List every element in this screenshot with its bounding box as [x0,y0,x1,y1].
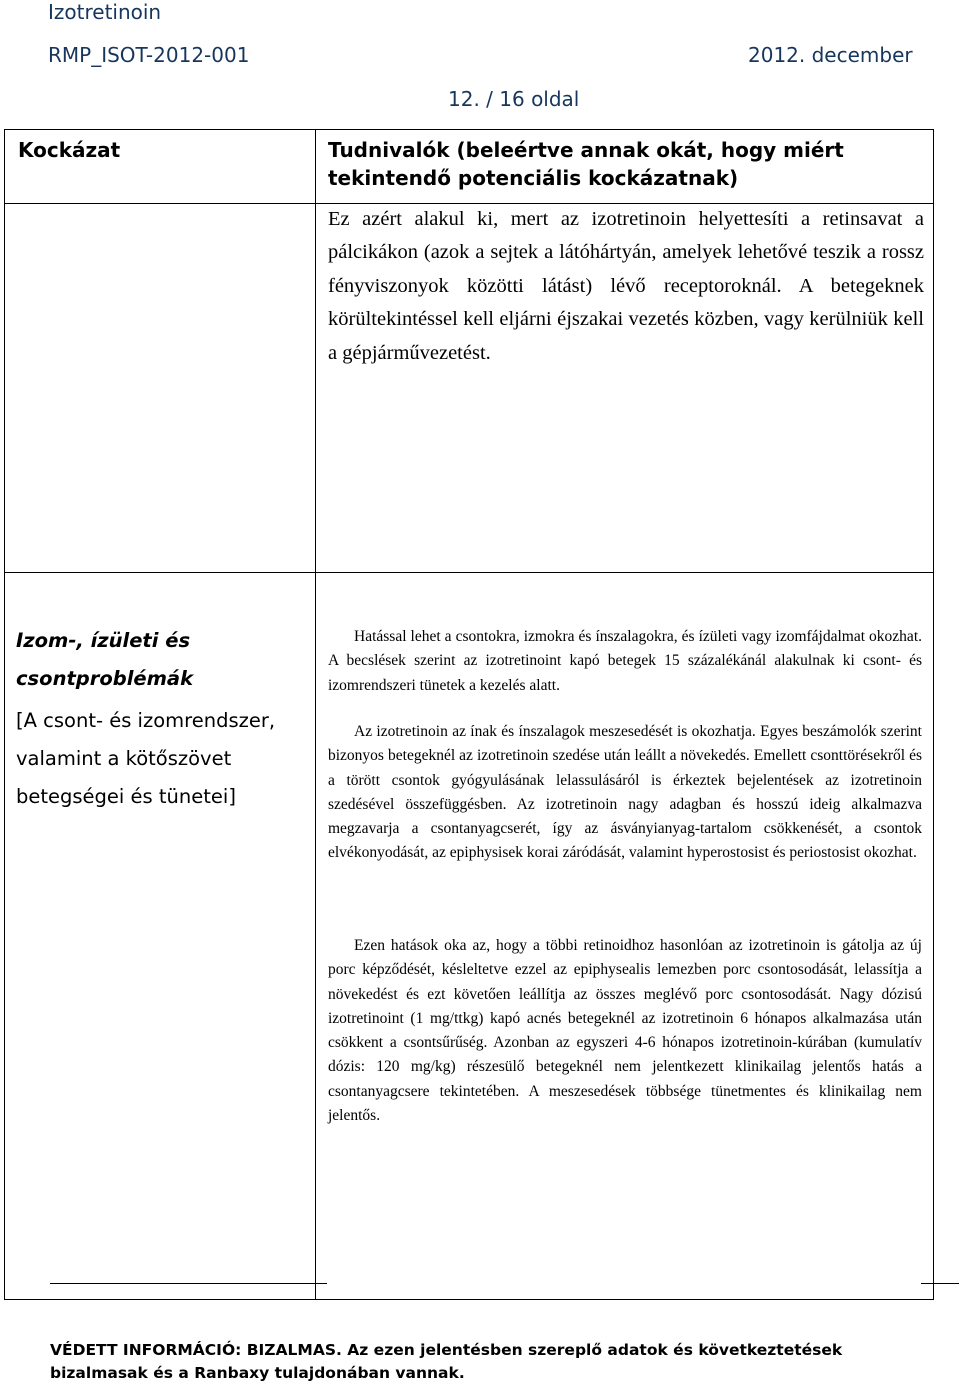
musculoskeletal-paragraph-3: Ezen hatások oka az, hogy a többi retinoidhoz hasonlóan az izotretinoin is gátolja az új porc képződését, késleltetve ezzel az epiphysealis lemezben porc csontosodását, lelassítja a növekedést és ezt követően leállítja az összes meglévő porc csontosodását. Nagy dózisú izotretinoint (1 mg/ttkg) kapó acnés betegeknél az izotretinoin 6 hónapos alkalmazása után csökkent a csontsűrűség. Azonban az egyszeri 4-6 hónapos izotretinoin-kúrában (kumulatív dózis: 120 mg/kg) részesülő betegeknél nem jelentkezett klinikailag jelentős hatás a csontanyagcsere tekintetében. A meszesedések többsége tünetmentes és klinikailag nem jelentős. [328,937,922,1125]
risk-name: Izom-, ízületi és csontproblémák [16,629,194,690]
info-column-header: Tudnivalók (beleértve annak okát, hogy miért tekintendő potenciális kockázatnak) [328,138,844,190]
risk-column-header: Kockázat [18,138,121,162]
document-date: 2012. december [748,43,913,67]
page-number: 12. / 16 oldal [448,87,580,111]
document-title: Izotretinoin [48,0,162,24]
musculoskeletal-paragraph-1: Hatással lehet a csontokra, izmokra és ínszalagokra, és ízületi vagy izomfájdalmat okozhat. A becslések szerint az izotretinoint kapó betegek 15 százalékánál alakulnak ki csont- és izomrendszeri tünetek a kezelés alatt. [328,628,922,694]
table-column-divider [315,129,316,1300]
document-id: RMP_ISOT-2012-001 [48,43,250,67]
table-top-border [4,129,934,130]
night-vision-paragraph: Ez azért alakul ki, mert az izotretinoin helyettesíti a retinsavat a pálcikákon (azok a sejtek a látóhártyán, amelyek lehetővé teszik a rossz fényviszonyok közötti látást) lévő receptoroknál. A betegeknek körültekintéssel kell eljárni éjszakai vezetés közben, vagy kerülniük kell a gépjárművezetést. [328,208,924,364]
risk-category: [A csont- és izomrendszer, valamint a kötőszövet betegségei és tünetei] [16,709,276,808]
table-left-border [4,129,5,1300]
musculoskeletal-paragraph-2: Az izotretinoin az ínak és ínszalagok meszesedését is okozhatja. Egyes beszámolók szerint bizonyos betegeknél az izotretinoin szedése után leállt a növekedés. Emellett csonttörésekről és a törött csontok gyógyulásának lelassulásáról is érkeztek bejelentések az izotretinoin szedésével összefüggésben. Az izotretinoin nagy adagban és hosszú ideig alkalmazva megzavarja a csontanyagcserét, így az ásványianyag-tartalom csökkenését, a csontok elvékonyodását, az epiphysisek korai záródását, valamint hyperostosist és periostosist okozhat. [328,723,922,862]
footnote-rule-left [50,1283,327,1284]
table-row-divider [4,572,934,573]
footnote-rule-right [921,1283,959,1284]
table-right-border [933,129,934,1300]
table-bottom-border [4,1299,934,1300]
confidentiality-footer: VÉDETT INFORMÁCIÓ: BIZALMAS. Az ezen jelentésben szereplő adatok és következtetések bizalmasak és a Ranbaxy tulajdonában vannak. [50,1341,843,1382]
